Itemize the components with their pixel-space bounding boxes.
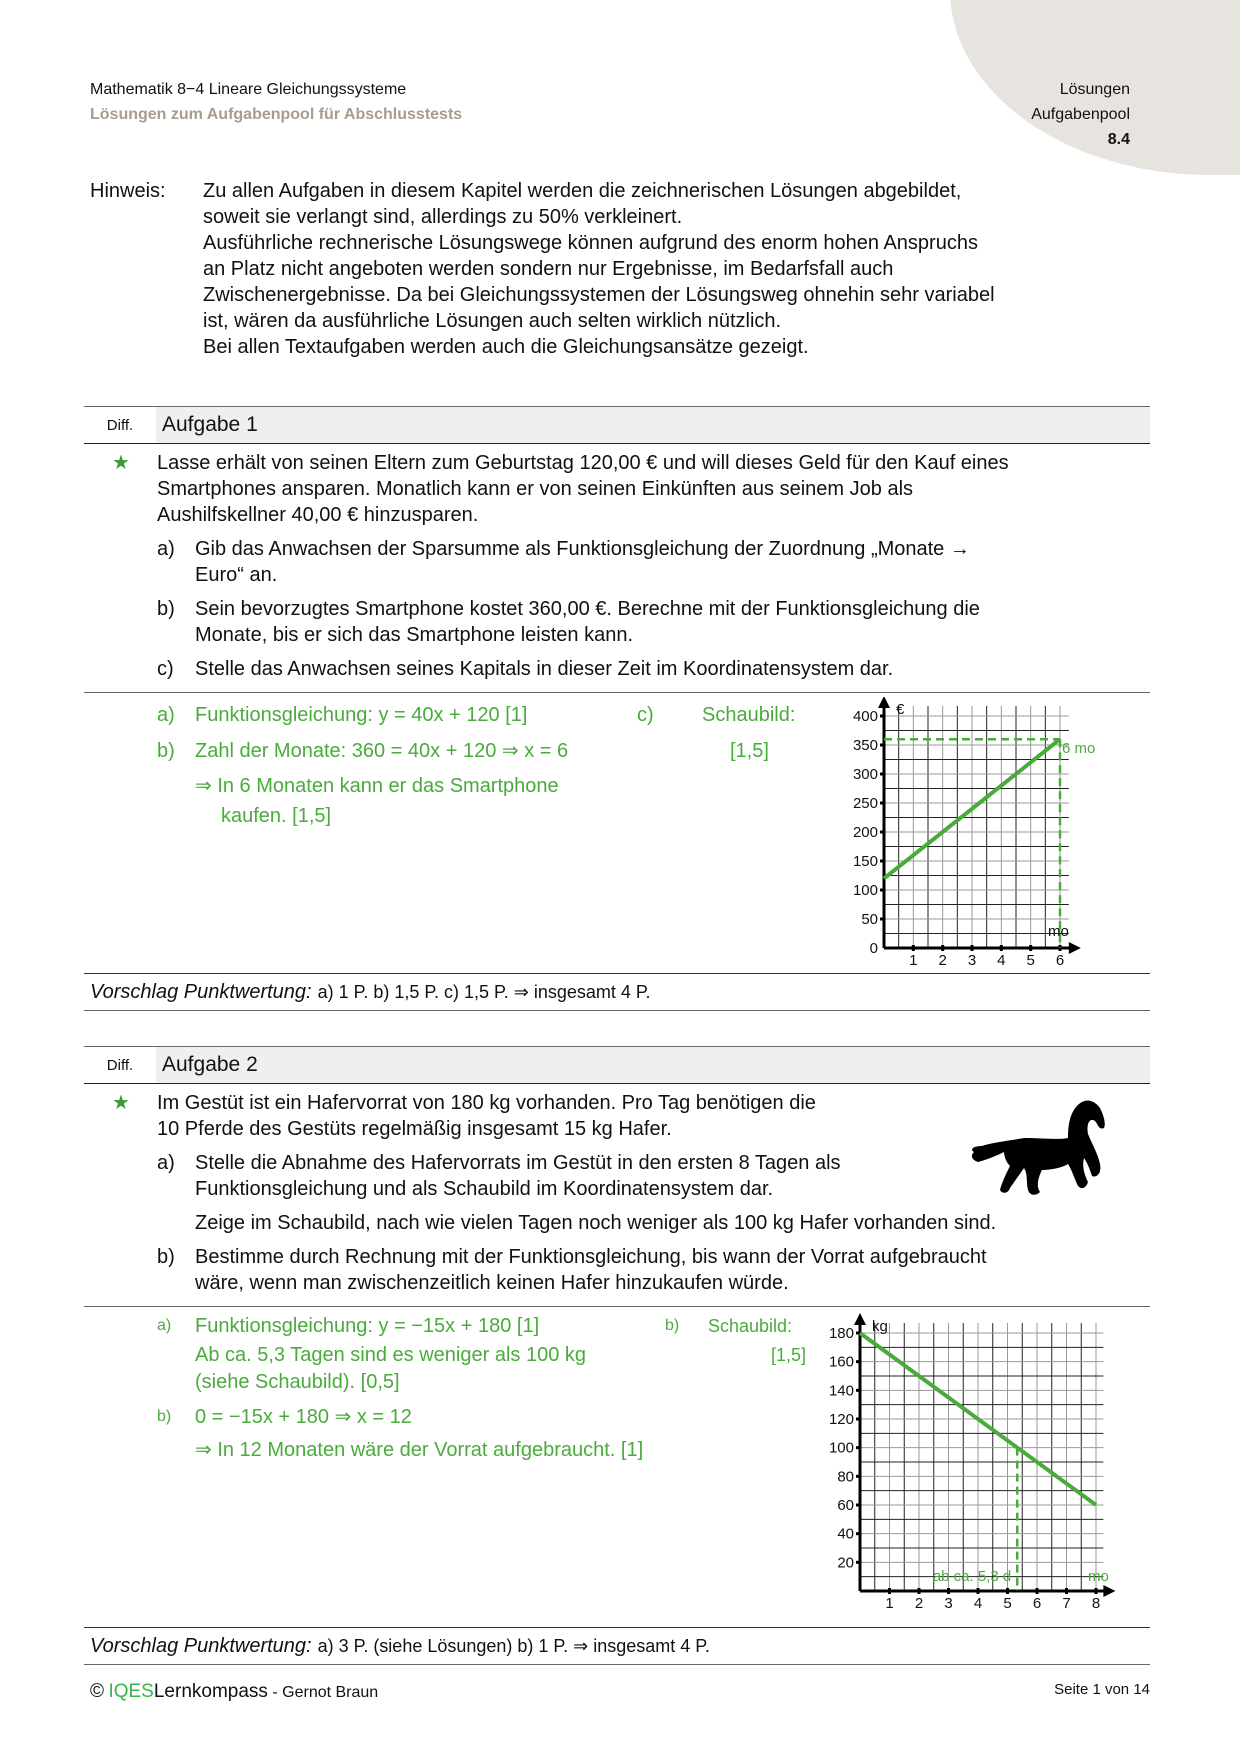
note-line: an Platz nicht angeboten werden sondern nur Ergebnisse, im Bedarfsfall auch <box>203 258 894 280</box>
subtask-text: Monate, bis er sich das Smartphone leisten kann. <box>195 624 634 646</box>
y-tick-label: 180 <box>828 1325 854 1342</box>
star-icon: ★ <box>112 452 130 474</box>
solution-label: c) <box>637 704 654 726</box>
x-tick-label: 6 <box>1032 1595 1042 1612</box>
solution-text: (siehe Schaubild). [0,5] <box>195 1371 400 1393</box>
subtask-b <box>157 596 1150 648</box>
y-axis-arrow <box>878 697 890 708</box>
subtask-label: a) <box>157 1152 175 1174</box>
brand-lernkompass: Lernkompass <box>153 1681 268 1702</box>
subtask-text: Euro“ an. <box>195 564 278 586</box>
chart-oats <box>822 1311 1202 1623</box>
y-tick-label: 140 <box>828 1382 854 1400</box>
horse-image <box>964 1094 1114 1204</box>
subtask-label: b) <box>157 1246 175 1268</box>
note-line: Zu allen Aufgaben in diesem Kapitel werden die zeichnerischen Lösungen abgebildet, <box>203 180 962 202</box>
y-tick-label: 250 <box>852 795 878 812</box>
x-axis-arrow <box>1103 1585 1115 1597</box>
solution-text: kaufen. [1,5] <box>221 805 332 827</box>
note-block <box>90 178 1140 360</box>
y-tick-label: 100 <box>852 882 878 899</box>
section-label <box>1031 77 1130 152</box>
subtask-label: a) <box>157 538 175 560</box>
subtask-a-continued <box>157 1210 1150 1236</box>
subtask-text: Bestimme durch Rechnung mit der Funktionsgleichung, bis wann der Vorrat aufgebraucht <box>195 1246 987 1268</box>
annotation-label: ab ca. 5,3 d <box>932 1568 1012 1585</box>
solution-label: b) <box>157 740 175 762</box>
subtask-text: Stelle die Abnahme des Hafervorrats im Gestüt in den ersten 8 Tagen als <box>195 1152 841 1174</box>
subtask-text: Stelle das Anwachsen seines Kapitals in dieser Zeit im Koordinatensystem dar. <box>195 658 894 680</box>
y-tick-label: 150 <box>852 853 878 870</box>
subtask-a <box>157 536 1150 588</box>
y-tick-label: 60 <box>837 1497 854 1514</box>
solution-text: Schaubild: <box>702 704 796 726</box>
section-label-line1: Lösungen <box>1059 81 1130 98</box>
y-axis-label: kg <box>872 1318 888 1335</box>
task-intro-line: 10 Pferde des Gestüts regelmäßig insgesamt 15 kg Hafer. <box>157 1118 672 1140</box>
y-tick-label: 40 <box>837 1525 854 1543</box>
author: - Gernot Braun <box>272 1684 379 1701</box>
x-tick-label: 5 <box>1026 952 1035 969</box>
solution-label: b) <box>157 1408 172 1425</box>
solution-text: Zahl der Monate: 360 = 40x + 120 ⇒ x = 6 <box>195 740 569 762</box>
chart-savings <box>844 697 1204 972</box>
x-tick-label: 8 <box>1091 1595 1101 1612</box>
solution-points: [1,5] <box>730 740 769 762</box>
y-tick-label: 200 <box>852 824 878 841</box>
x-tick-label: 4 <box>997 952 1006 969</box>
difficulty-label: Diff. <box>106 1056 134 1074</box>
score-text: a) 1 P. b) 1,5 P. c) 1,5 P. ⇒ insgesamt 4 P. <box>317 981 651 1002</box>
y-tick-label: 350 <box>852 737 878 754</box>
score-suggestion <box>84 973 1150 1011</box>
y-tick-label: 0 <box>869 940 878 957</box>
solution-label: a) <box>157 1317 172 1334</box>
subtask-label <box>157 1210 195 1236</box>
x-axis-label: mo <box>1048 923 1069 940</box>
y-axis-label: € <box>896 701 905 718</box>
copyright-symbol: © <box>90 1681 104 1702</box>
subtask-text: Funktionsgleichung und als Schaubild im Koordinatensystem dar. <box>195 1178 774 1200</box>
subtask-b <box>157 1244 1150 1296</box>
task-intro-line: Lasse erhält von seinen Eltern zum Geburtstag 120,00 € und will dieses Geld für den Kauf eines <box>157 452 1009 474</box>
section-label-line2: Aufgabenpool <box>1031 106 1130 123</box>
subtask-text: Zeige im Schaubild, nach wie vielen Tagen noch weniger als 100 kg Hafer vorhanden sind. <box>195 1212 997 1234</box>
course-title: Mathematik 8−4 Lineare Gleichungssysteme <box>90 81 407 98</box>
y-tick-label: 400 <box>852 708 878 725</box>
task-header <box>84 406 1150 444</box>
task-intro-line: Smartphones ansparen. Monatlich kann er von seinen Einkünften aus seinem Job als <box>157 478 914 500</box>
task-intro-line: Im Gestüt ist ein Hafervorrat von 180 kg vorhanden. Pro Tag benötigen die <box>157 1092 816 1114</box>
x-tick-label: 3 <box>967 952 977 969</box>
score-text: a) 3 P. (siehe Lösungen) b) 1 P. ⇒ insgesamt 4 P. <box>317 1635 710 1656</box>
score-label: Vorschlag Punktwertung: <box>90 1634 312 1657</box>
note-line: soweit sie verlangt sind, allerdings zu 50% verkleinert. <box>203 206 683 228</box>
x-tick-label: 6 <box>1055 952 1065 969</box>
star-icon: ★ <box>112 1092 130 1114</box>
solution-text: 0 = −15x + 180 ⇒ x = 12 <box>195 1406 412 1428</box>
score-suggestion <box>84 1627 1150 1665</box>
x-tick-label: 2 <box>938 952 947 969</box>
y-tick-label: 80 <box>837 1468 854 1486</box>
page-number: Seite 1 von 14 <box>1054 1681 1150 1698</box>
annotation-label: 6 mo <box>1062 740 1096 758</box>
subtask-c <box>157 656 1150 682</box>
brand-iqes: IQES <box>108 1681 154 1702</box>
subtask-label: b) <box>157 598 175 620</box>
document-subtitle: Lösungen zum Aufgabenpool für Abschlusstests <box>90 106 463 123</box>
subtask-label: c) <box>157 658 174 680</box>
x-tick-label: 7 <box>1062 1595 1071 1612</box>
x-axis-arrow <box>1069 942 1081 954</box>
difficulty-label: Diff. <box>106 416 134 434</box>
task-header <box>84 1046 1150 1084</box>
task-2 <box>84 1046 1150 1665</box>
y-tick-label: 50 <box>861 911 878 928</box>
task-title: Aufgabe 1 <box>156 407 1150 443</box>
solution-text: Funktionsgleichung: y = 40x + 120 [1] <box>195 704 528 726</box>
x-tick-label: 1 <box>885 1595 894 1612</box>
note-line: Ausführliche rechnerische Lösungswege können aufgrund des enorm hohen Anspruchs <box>203 232 978 254</box>
subtask-text: Gib das Anwachsen der Sparsumme als Funktionsgleichung der Zuordnung „Monate → <box>195 538 970 560</box>
y-tick-label: 100 <box>828 1439 854 1457</box>
x-tick-label: 1 <box>909 952 918 969</box>
solution-text: ⇒ In 6 Monaten kann er das Smartphone <box>195 775 559 797</box>
x-tick-label: 5 <box>1003 1595 1012 1612</box>
solution-block <box>84 1306 1150 1627</box>
note-line: ist, wären da ausführliche Lösungen auch selten wirklich nützlich. <box>203 310 782 332</box>
x-tick-label: 3 <box>944 1595 953 1612</box>
note-line: Bei allen Textaufgaben werden auch die Gleichungsansätze gezeigt. <box>203 336 809 358</box>
solution-text: Schaubild: <box>708 1316 793 1336</box>
y-tick-label: 300 <box>852 766 878 783</box>
solution-block <box>84 692 1150 973</box>
task-title: Aufgabe 2 <box>156 1047 1150 1083</box>
section-number: 8.4 <box>1107 131 1130 148</box>
subtask-text: wäre, wenn man zwischenzeitlich keinen Hafer hinzukaufen würde. <box>195 1272 789 1294</box>
y-tick-label: 160 <box>828 1353 854 1371</box>
y-tick-label: 120 <box>828 1411 854 1428</box>
task-intro-line: Aushilfskellner 40,00 € hinzusparen. <box>157 504 479 526</box>
x-axis-label: mo <box>1088 1568 1109 1585</box>
page-footer <box>90 1681 1150 1703</box>
solution-text: Funktionsgleichung: y = −15x + 180 [1] <box>195 1315 540 1337</box>
subtask-text: Sein bevorzugtes Smartphone kostet 360,00 €. Berechne mit der Funktionsgleichung die <box>195 598 980 620</box>
solution-points: [1,5] <box>771 1345 807 1365</box>
y-axis-arrow <box>854 1313 866 1325</box>
solution-text: ⇒ In 12 Monaten wäre der Vorrat aufgebraucht. [1] <box>195 1439 644 1461</box>
page-header <box>90 77 462 127</box>
task-1 <box>84 406 1150 1011</box>
solution-label: a) <box>157 704 175 726</box>
x-tick-label: 2 <box>914 1595 924 1612</box>
x-tick-label: 4 <box>973 1595 983 1612</box>
note-line: Zwischenergebnisse. Da bei Gleichungssystemen der Lösungsweg ohnehin sehr variabel <box>203 284 995 306</box>
solution-label: b) <box>665 1317 680 1334</box>
note-label: Hinweis: <box>90 180 166 202</box>
solution-text: Ab ca. 5,3 Tagen sind es weniger als 100 kg <box>195 1344 586 1366</box>
score-label: Vorschlag Punktwertung: <box>90 980 312 1003</box>
y-tick-label: 20 <box>837 1554 854 1572</box>
